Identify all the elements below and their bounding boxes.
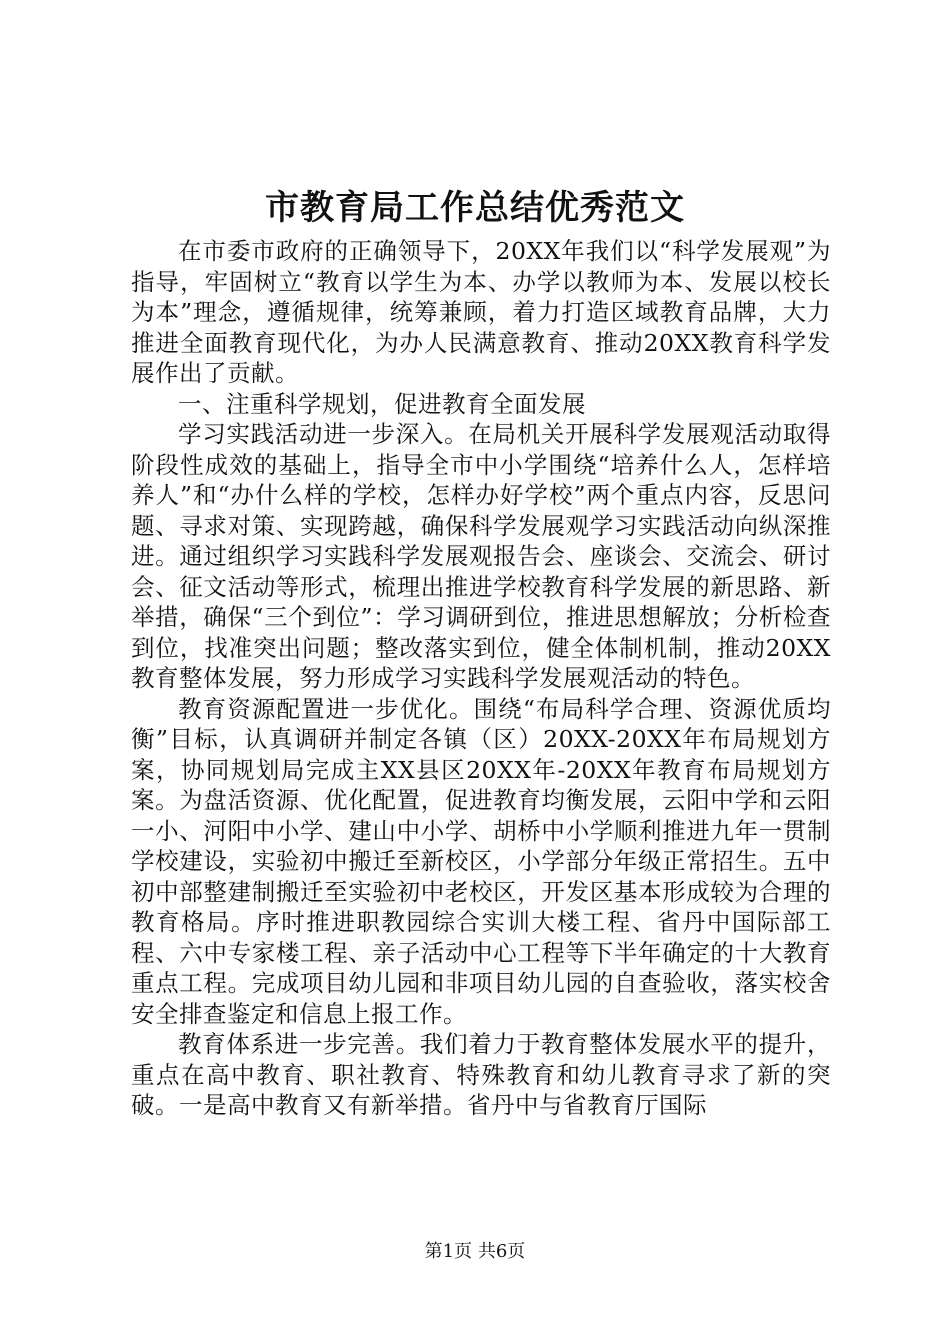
- paragraph-study-practice: 学习实践活动进一步深入。在局机关开展科学发展观活动取得阶段性成效的基础上，指导全市中小学围绕“培养什么人，怎样培养人”和“办什么样的学校，怎样办好学校”两个重点内容，反思问题、寻求对策、实现跨越，确保科学发展观学习实践活动向纵深推进。通过组织学习实践科学发展观报告会、座谈会、交流会、研讨会、征文活动等形式，梳理出推进学校教育科学发展的新思路、新举措，确保“三个到位”：学习调研到位，推进思想解放；分析检查到位，找准突出问题；整改落实到位，健全体制机制，推动20XX教育整体发展，努力形成学习实践科学发展观活动的特色。: [131, 420, 831, 692]
- paragraph-resource-allocation: 教育资源配置进一步优化。围绕“布局科学合理、资源优质均衡”目标，认真调研并制定各镇（区）20XX-20XX年布局规划方案，协同规划局完成主XX县区20XX年-20XX年教育布局规划方案。为盘活资源、优化配置，促进教育均衡发展，云阳中学和云阳一小、河阳中小学、建山中小学、胡桥中小学顺利推进九年一贯制学校建设，实验初中搬迁至新校区，小学部分年级正常招生。五中初中部整建制搬迁至实验初中老校区，开发区基本形成较为合理的教育格局。序时推进职教园综合实训大楼工程、省丹中国际部工程、六中专家楼工程、亲子活动中心工程等下半年确定的十大教育重点工程。完成项目幼儿园和非项目幼儿园的自查验收，落实校舍安全排查鉴定和信息上报工作。: [131, 694, 831, 1028]
- document-body: [131, 236, 831, 1121]
- page-footer: 第1页 共6页: [424, 1241, 526, 1262]
- paragraph-education-system: 教育体系进一步完善。我们着力于教育整体发展水平的提升，重点在高中教育、职社教育、特殊教育和幼儿教育寻求了新的突破。一是高中教育又有新举措。省丹中与省教育厅国际: [131, 1030, 831, 1119]
- document-title: 市教育局工作总结优秀范文: [265, 188, 685, 228]
- paragraph-intro: 在市委市政府的正确领导下，20XX年我们以“科学发展观”为指导，牢固树立“教育以学生为本、办学以教师为本、发展以校长为本”理念，遵循规律，统筹兼顾，着力打造区域教育品牌，大力推进全面教育现代化，为办人民满意教育、推动20XX教育科学发展作出了贡献。: [131, 237, 831, 387]
- section-heading: 一、注重科学规划，促进教育全面发展: [178, 389, 586, 418]
